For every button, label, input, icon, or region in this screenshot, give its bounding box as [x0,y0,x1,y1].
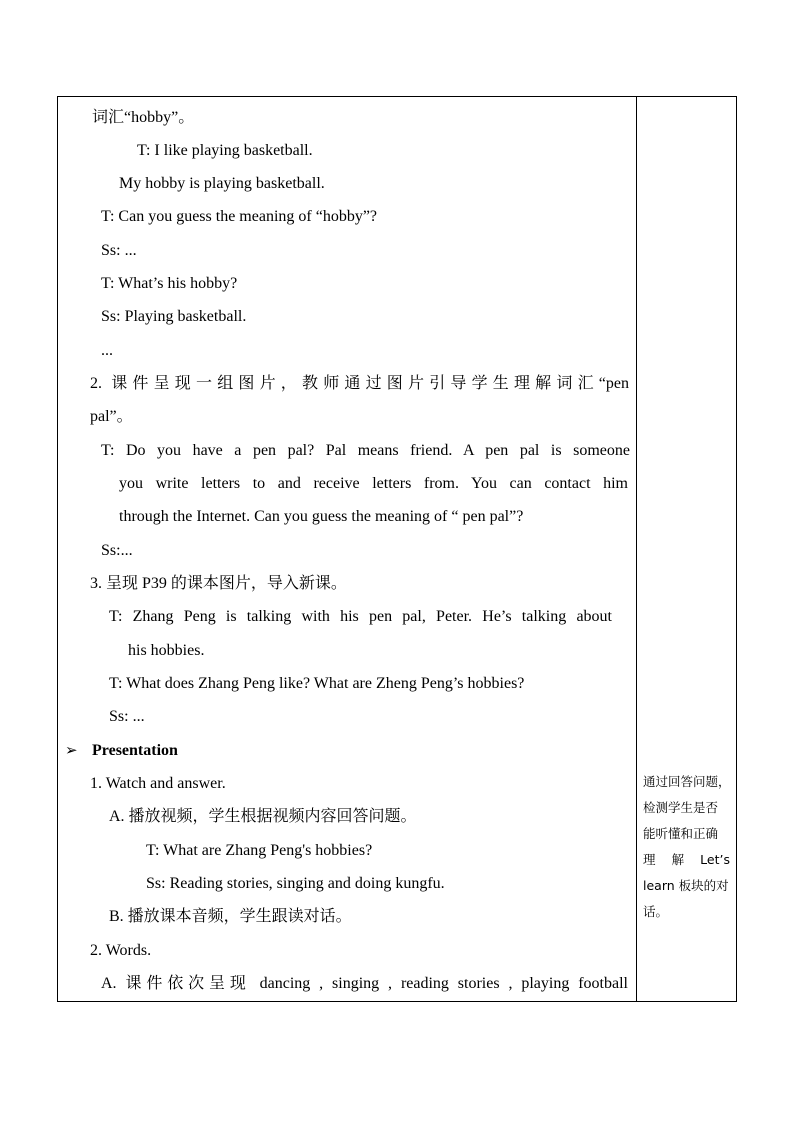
text-line: My hobby is playing basketball. [119,175,325,192]
text-line: 2. Words. [90,942,152,959]
text-line: 词汇“hobby”。 [92,109,195,126]
text-line: 2. 课件呈现一组图片，教师通过图片引导学生理解词汇“pen [90,375,629,392]
column-divider [636,96,637,1002]
text-line: through the Internet. Can you guess the meaning of “ pen pal”? [119,508,524,525]
text-line: Ss: ... [101,242,137,259]
text-line: T: Do you have a pen pal? Pal means friend. A pen pal is someone [101,442,630,459]
text-line: T: What are Zhang Peng's hobbies? [146,842,373,859]
text-line: 1. Watch and answer. [90,775,226,792]
text-line: T: I like playing basketball. [137,142,313,159]
note-line: 检测学生是否 [643,800,719,815]
text-line: B. 播放课本音频，学生跟读对话。 [109,908,352,925]
section-heading: Presentation [92,742,178,759]
bullet-arrow-icon: ➢ [65,743,78,759]
text-line: T: Zhang Peng is talking with his pen pal, Peter. He’s talking about [109,608,612,625]
text-line: Ss: ... [109,708,145,725]
text-line: Ss: Playing basketball. [101,308,247,325]
text-line: his hobbies. [128,642,205,659]
text-line: Ss:... [101,542,133,559]
text-line: T: What does Zhang Peng like? What are Zheng Peng’s hobbies? [109,675,525,692]
text-line: 3. 呈现 P39 的课本图片，导入新课。 [90,575,347,592]
note-line: learn 板块的对 [643,878,729,893]
note-line: 能听懂和正确 [643,826,719,841]
text-line: A. 播放视频，学生根据视频内容回答问题。 [109,808,417,825]
text-line: T: Can you guess the meaning of “hobby”? [101,208,378,225]
text-line: you write letters to and receive letters from. You can contact him [119,475,628,492]
text-line: A. 课件依次呈现 dancing , singing , reading stories , playing football [101,975,628,992]
note-line: 通过回答问题， [643,774,731,789]
text-line: Ss: Reading stories, singing and doing kungfu. [146,875,445,892]
note-line: 话。 [643,904,669,919]
text-line: pal”。 [90,408,133,425]
note-line: 理 解 Let’s [643,852,730,867]
text-line: T: What’s his hobby? [101,275,238,292]
text-line: ... [101,342,113,359]
lesson-table [57,96,737,1002]
